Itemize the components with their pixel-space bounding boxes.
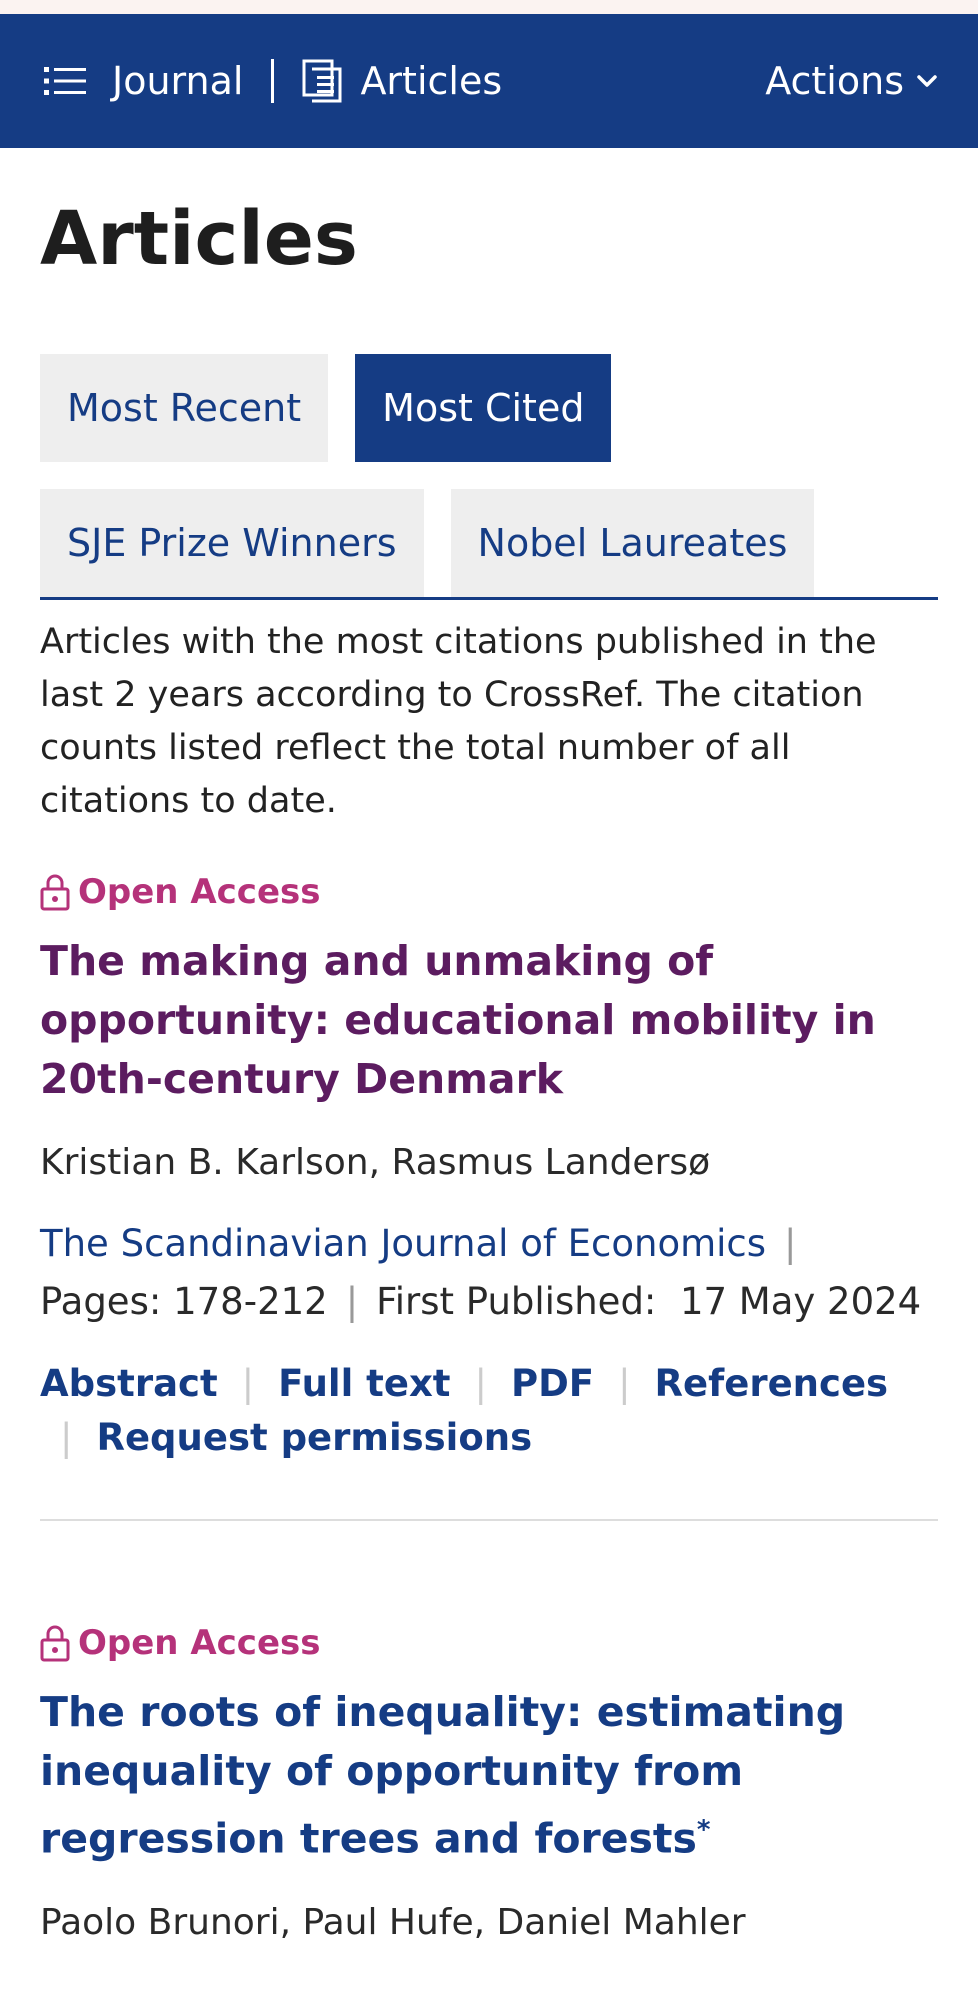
author-name[interactable]: Paul Hufe [302,1901,474,1943]
articles-menu-button[interactable] [302,59,502,103]
pdf-link[interactable]: PDF [510,1362,595,1405]
title-footnote-marker: * [696,1815,711,1845]
references-link[interactable]: References [654,1362,889,1405]
article-title-link[interactable]: The making and unmaking of opportunity: educational mobility in 20th-century Denmark [40,937,876,1103]
tab-most-recent[interactable]: Most Recent [40,354,328,462]
meta-separator: | [345,1280,359,1323]
journal-link[interactable]: The Scandinavian Journal of Economics [40,1222,767,1265]
author-name[interactable]: Daniel Mahler [496,1901,746,1943]
link-separator: | [474,1362,487,1405]
author-name[interactable]: Paolo Brunori [40,1901,280,1943]
page-title: Articles [40,196,358,282]
article-links [40,1357,938,1465]
list-icon [44,66,86,96]
meta-separator: | [784,1222,797,1265]
actions-label: Actions [765,59,904,103]
author-name[interactable]: Kristian B. Karlson [40,1142,369,1183]
main-content [0,184,978,1947]
open-access-label: Open Access [78,1623,321,1663]
open-access-label: Open Access [78,872,321,912]
nav-divider [271,59,274,103]
tab-most-cited[interactable]: Most Cited [355,354,611,462]
link-separator: | [618,1362,631,1405]
unlock-icon [40,1624,70,1662]
journal-label: Journal [112,59,244,103]
journal-menu-button[interactable] [44,59,243,103]
article-authors: Kristian B. Karlson, Rasmus Landersø [40,1142,711,1183]
link-separator: | [241,1362,255,1405]
tab-description: Articles with the most citations published in the last 2 years according to CrossRef. The citation counts listed reflect the total number of all citations to date. [40,622,877,821]
link-separator: | [60,1416,73,1459]
actions-menu-button[interactable] [765,14,938,148]
open-access-badge [40,870,938,914]
article-authors: Paolo Brunori, Paul Hufe, Daniel Mahler [40,1901,746,1943]
article-tabs [40,354,938,600]
navbar [0,14,978,148]
top-strip [0,0,978,14]
article-title-text: The roots of inequality: estimating inequality of opportunity from regression trees and forests [40,1688,846,1863]
abstract-link[interactable]: Abstract [40,1362,218,1405]
pages-label: Pages: [40,1280,162,1323]
article-meta [40,1215,938,1331]
published-date: 17 May 2024 [679,1280,922,1323]
author-name[interactable]: Rasmus Landersø [391,1142,711,1183]
tab-nobel-laureates[interactable]: Nobel Laureates [451,489,815,597]
published-label: First Published: [376,1280,657,1323]
articles-label: Articles [360,59,503,103]
open-access-badge [40,1621,938,1665]
article-item [40,1521,938,1947]
chevron-down-icon [916,74,938,88]
article-title-link[interactable] [40,1683,938,1869]
unlock-icon [40,873,70,911]
document-icon [302,59,342,103]
pages-value: 178-212 [173,1280,328,1323]
request-permissions-link[interactable]: Request permissions [96,1416,533,1459]
full-text-link[interactable]: Full text [278,1362,451,1405]
article-item [40,828,938,1521]
tab-sje-prize-winners[interactable]: SJE Prize Winners [40,489,424,597]
